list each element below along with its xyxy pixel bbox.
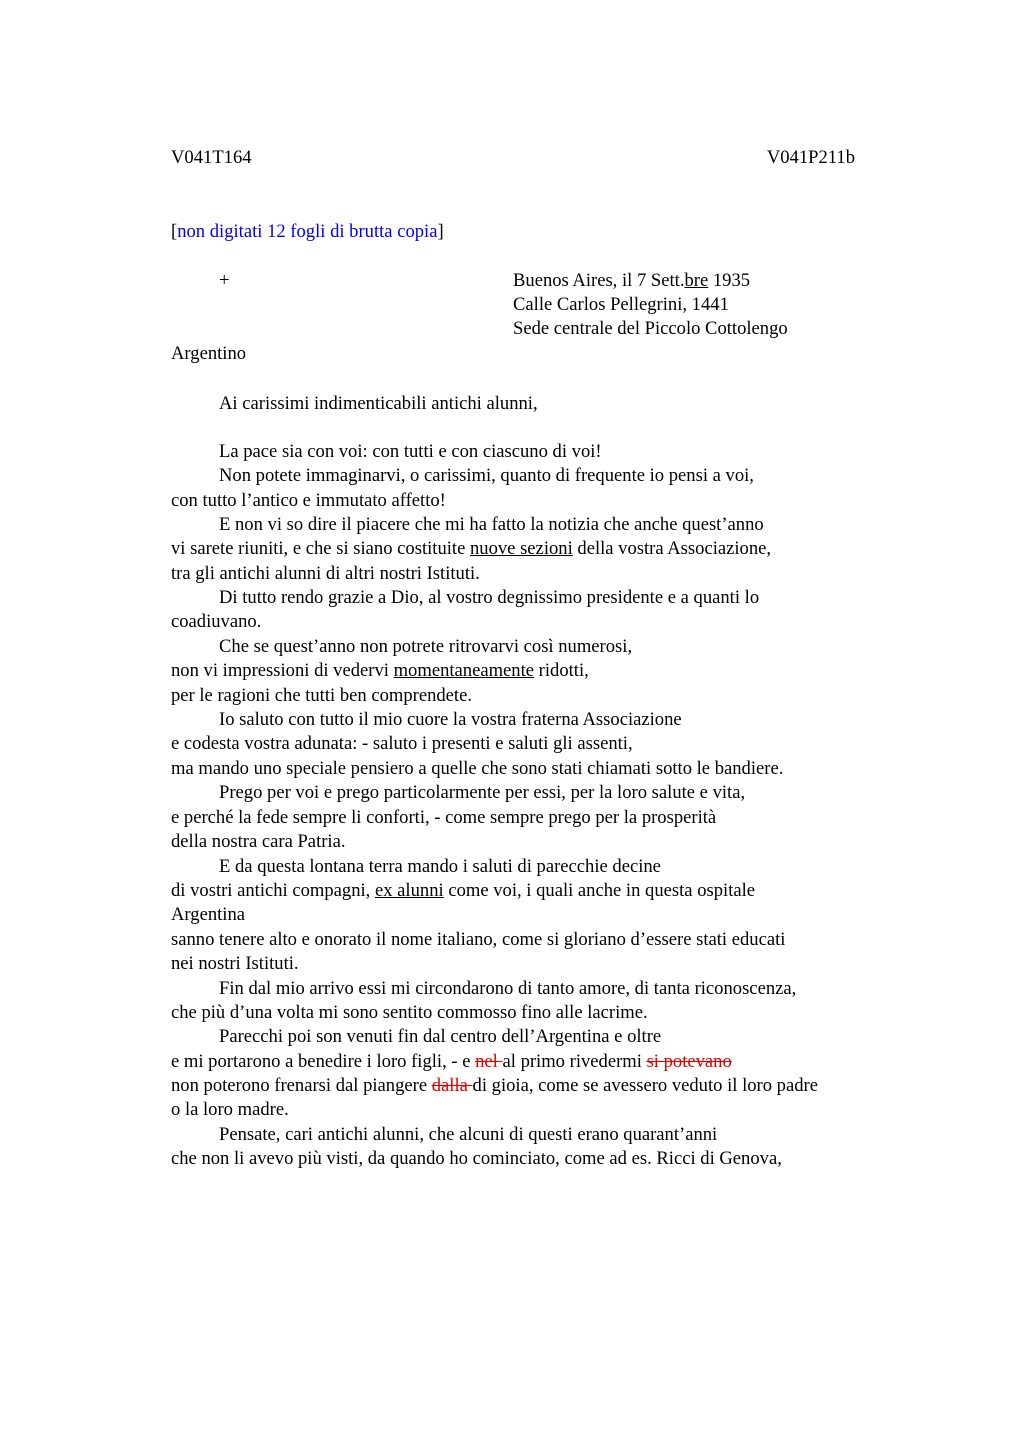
text-line: Fin dal mio arrivo essi mi circondarono di tanto amore, di tanta riconoscenza,	[219, 978, 797, 999]
text-line: Prego per voi e prego particolarmente per essi, per la loro salute e vita,	[219, 782, 746, 803]
text-line: Non potete immaginarvi, o carissimi, quanto di frequente io pensi a voi,	[219, 465, 754, 486]
deleted-text: nel	[475, 1051, 503, 1072]
text-line: nei nostri Istituti.	[171, 953, 299, 974]
text-line: sanno tenere alto e onorato il nome italiano, come si gloriano d’essere stati educati	[171, 929, 786, 950]
text-line	[171, 1074, 818, 1098]
text-line: con tutto l’antico e immutato affetto!	[171, 490, 446, 511]
deleted-text: dalla	[431, 1075, 473, 1096]
text-line: ma mando uno speciale pensiero a quelle che sono stati chiamati sotto le bandiere.	[171, 758, 784, 779]
cross-symbol: +	[219, 270, 230, 291]
seat-line-continued: Argentino	[171, 343, 247, 364]
text-line	[171, 537, 771, 561]
deleted-text: si potevano	[646, 1051, 732, 1072]
note-bracket-open: [	[171, 221, 178, 242]
text-segment: al primo rivedermi	[502, 1051, 647, 1072]
note-text: non digitati 12 fogli di brutta copia	[177, 221, 438, 242]
text-line: coadiuvano.	[171, 611, 262, 632]
text-segment: di vostri antichi compagni,	[171, 880, 375, 901]
text-line: e perché la fede sempre li conforti, - come sempre prego per la prosperità	[171, 807, 717, 828]
text-segment: non poterono frenarsi dal piangere	[171, 1075, 432, 1096]
text-line	[171, 879, 755, 903]
text-line	[171, 1050, 732, 1074]
text-line: o la loro madre.	[171, 1099, 289, 1120]
text-segment: non vi impressioni di vedervi	[171, 660, 394, 681]
text-line: tra gli antichi alunni di altri nostri Istituti.	[171, 563, 480, 584]
text-segment: come voi, i quali anche in questa ospitale	[443, 880, 756, 901]
text-segment: ridotti,	[534, 660, 589, 681]
address-line: Calle Carlos Pellegrini, 1441	[513, 294, 729, 315]
underlined-text: ex alunni	[374, 880, 444, 901]
text-line	[171, 659, 589, 683]
text-segment: e mi portarono a benedire i loro figli, - e	[171, 1051, 476, 1072]
text-line: La pace sia con voi: con tutti e con ciascuno di voi!	[219, 441, 602, 462]
underlined-text: momentaneamente	[393, 660, 535, 681]
text-line: Che se quest’anno non potrete ritrovarvi così numerosi,	[219, 636, 633, 657]
text-line: per le ragioni che tutti ben comprendete.	[171, 685, 472, 706]
place-date-year: 1935	[708, 270, 751, 291]
document-code-right: V041P211b	[766, 147, 855, 168]
text-line: E da questa lontana terra mando i saluti di parecchie decine	[219, 856, 661, 877]
seat-line: Sede centrale del Piccolo Cottolengo	[513, 318, 788, 339]
place-date	[513, 269, 750, 293]
text-line: che non li avevo più visti, da quando ho cominciato, come ad es. Ricci di Genova,	[171, 1148, 782, 1169]
text-segment: della vostra Associazione,	[572, 538, 772, 559]
text-line: Parecchi poi son venuti fin dal centro dell’Argentina e oltre	[219, 1026, 662, 1047]
text-segment: di gioia, come se avessero veduto il loro padre	[472, 1075, 818, 1096]
text-line: Di tutto rendo grazie a Dio, al vostro degnissimo presidente e a quanti lo	[219, 587, 760, 608]
place-date-part: Buenos Aires, il 7 Sett.	[513, 270, 685, 291]
text-line: Argentina	[171, 904, 246, 925]
underlined-text: nuove sezioni	[469, 538, 573, 559]
text-line: della nostra cara Patria.	[171, 831, 346, 852]
editorial-note	[171, 220, 444, 244]
text-line: e codesta vostra adunata: - saluto i presenti e saluti gli assenti,	[171, 733, 633, 754]
text-line: Io saluto con tutto il mio cuore la vostra fraterna Associazione	[219, 709, 682, 730]
place-date-superscript: bre	[684, 270, 709, 291]
note-bracket-close: ]	[437, 221, 444, 242]
salutation: Ai carissimi indimenticabili antichi alunni,	[219, 393, 538, 414]
document-code-left: V041T164	[171, 147, 252, 168]
text-line: che più d’una volta mi sono sentito commosso fino alle lacrime.	[171, 1002, 648, 1023]
text-line: Pensate, cari antichi alunni, che alcuni di questi erano quarant’anni	[219, 1124, 718, 1145]
text-segment: vi sarete riuniti, e che si siano costituite	[171, 538, 470, 559]
text-line: E non vi so dire il piacere che mi ha fatto la notizia che anche quest’anno	[219, 514, 764, 535]
